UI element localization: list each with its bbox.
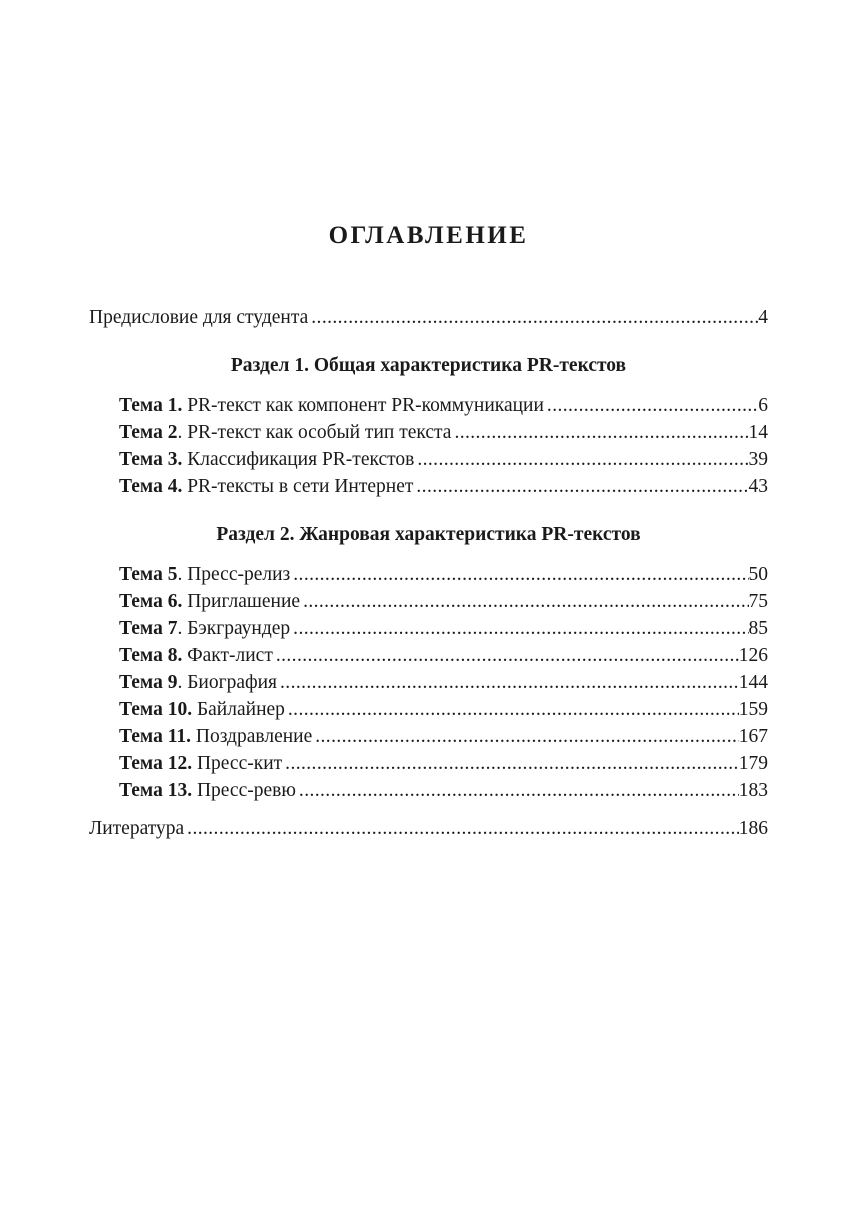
- toc-entry-label: Литература: [89, 818, 185, 839]
- toc-page-number: 6: [758, 395, 768, 416]
- toc-page-number: 179: [738, 753, 768, 774]
- topic-number: Тема 3.: [119, 449, 183, 470]
- toc-entry-topic-1[interactable]: [119, 394, 768, 418]
- topic-title: Пресс-ревю: [196, 780, 296, 801]
- toc-entry-topic-2[interactable]: [119, 421, 768, 445]
- dot-leader: [414, 448, 748, 472]
- topic-number: Тема 1.: [119, 395, 183, 416]
- topic-number: Тема 5: [119, 564, 178, 585]
- topic-number: Тема 7: [119, 618, 178, 639]
- dot-leader: [451, 421, 748, 445]
- dot-leader: [290, 563, 748, 587]
- topic-number: Тема 11.: [119, 726, 191, 747]
- toc-page-number: 43: [748, 476, 768, 497]
- topic-title: . Бэкграундер: [177, 618, 291, 639]
- toc-page-number: 85: [748, 618, 768, 639]
- dot-leader: [184, 817, 739, 841]
- topic-number: Тема 6.: [119, 591, 183, 612]
- toc-entry-literature[interactable]: [89, 817, 768, 841]
- topic-title: Пресс-кит: [196, 753, 283, 774]
- topic-number: Тема 13.: [119, 780, 193, 801]
- dot-leader: [282, 752, 739, 776]
- topic-number: Тема 12.: [119, 753, 193, 774]
- dot-leader: [413, 475, 748, 499]
- toc-entry-topic-11[interactable]: [119, 725, 768, 749]
- toc-entry-topic-3[interactable]: [119, 448, 768, 472]
- page-title: ОГЛАВЛЕНИЕ: [328, 222, 529, 249]
- topic-number: Тема 8.: [119, 645, 183, 666]
- toc-entry-topic-4[interactable]: [119, 475, 768, 499]
- topic-number: Тема 9: [119, 672, 178, 693]
- toc-entry-topic-6[interactable]: [119, 590, 768, 614]
- section-heading-1: Раздел 1. Общая характеристика PR-текстов: [230, 355, 627, 376]
- toc-entry-topic-9[interactable]: [119, 671, 768, 695]
- toc-entry-label: Предисловие для студента: [89, 307, 309, 328]
- dot-leader: [273, 644, 739, 668]
- toc-entry-topic-7[interactable]: [119, 617, 768, 641]
- dot-leader: [544, 394, 758, 418]
- topic-number: Тема 4.: [119, 476, 183, 497]
- topic-title: Приглашение: [187, 591, 301, 612]
- toc-page-number: 144: [738, 672, 768, 693]
- toc-page-number: 14: [748, 422, 768, 443]
- dot-leader: [290, 617, 748, 641]
- toc-entry-topic-10[interactable]: [119, 698, 768, 722]
- section-heading-2: Раздел 2. Жанровая характеристика PR-текстов: [216, 524, 641, 545]
- toc-page-number: 126: [738, 645, 768, 666]
- dot-leader: [285, 698, 739, 722]
- topic-title: . Биография: [177, 672, 278, 693]
- toc-page-number: 75: [748, 591, 768, 612]
- dot-leader: [296, 779, 739, 803]
- toc-page-number: 167: [738, 726, 768, 747]
- toc-page-number: 183: [738, 780, 768, 801]
- toc-page-number: 159: [738, 699, 768, 720]
- toc-entry-topic-12[interactable]: [119, 752, 768, 776]
- topic-title: Классификация PR-текстов: [187, 449, 415, 470]
- toc-page-number: 4: [758, 307, 768, 328]
- dot-leader: [300, 590, 748, 614]
- dot-leader: [308, 306, 758, 330]
- dot-leader: [312, 725, 739, 749]
- topic-title: PR-текст как компонент PR-коммуникации: [187, 395, 544, 416]
- toc-entry-preface[interactable]: [89, 306, 768, 330]
- toc-entry-topic-5[interactable]: [119, 563, 768, 587]
- toc-entry-topic-13[interactable]: [119, 779, 768, 803]
- toc-entry-topic-8[interactable]: [119, 644, 768, 668]
- topic-title: Байлайнер: [196, 699, 285, 720]
- topic-title: . PR-текст как особый тип текста: [177, 422, 452, 443]
- dot-leader: [277, 671, 739, 695]
- topic-title: Факт-лист: [187, 645, 273, 666]
- topic-title: PR-тексты в сети Интернет: [187, 476, 414, 497]
- toc-page-number: 39: [748, 449, 768, 470]
- toc-page-number: 50: [748, 564, 768, 585]
- topic-number: Тема 10.: [119, 699, 193, 720]
- topic-title: Поздравление: [195, 726, 313, 747]
- topic-title: . Пресс-релиз: [177, 564, 291, 585]
- toc-page-number: 186: [738, 818, 768, 839]
- topic-number: Тема 2: [119, 422, 178, 443]
